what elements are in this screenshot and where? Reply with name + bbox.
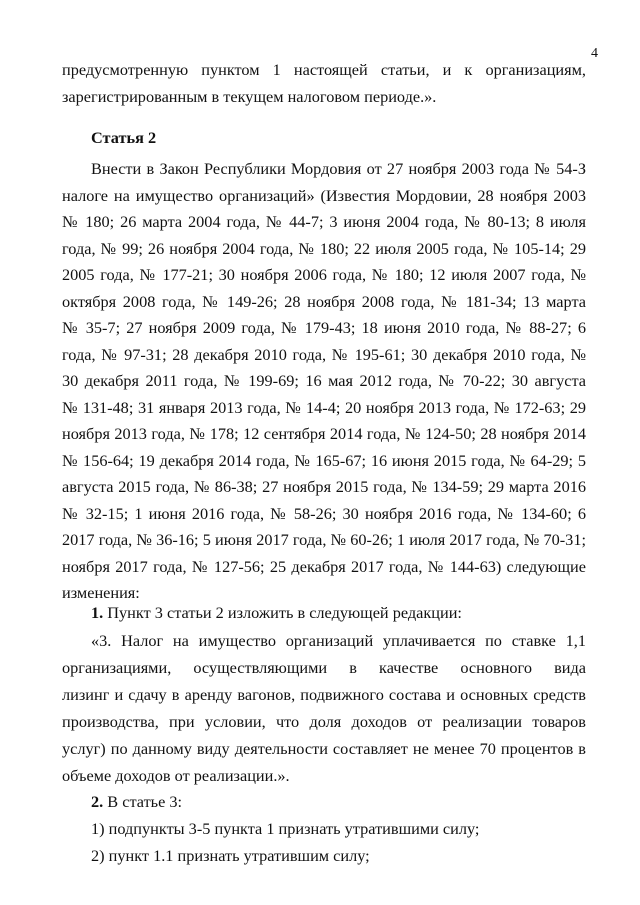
item2-heading	[91, 792, 182, 812]
intro-line-2: зарегистрированным в текущем налоговом периоде.».	[62, 87, 437, 106]
item2-sub-line: 2) пункт 1.1 признать утратившим силу;	[91, 846, 370, 865]
item1-heading	[91, 603, 462, 623]
item2-title: В статье 3:	[103, 792, 183, 811]
item1-quote-line: организациями, осуществляющими в качестве основного вида	[62, 658, 586, 677]
article-body-line: № 156-64; 19 декабря 2014 года, № 165-67; 16 июня 2015 года, № 64-29; 5	[62, 450, 586, 470]
article-body-line: 2005 года, № 177-21; 30 ноября 2006 года, № 180; 12 июля 2007 года, №	[62, 265, 586, 284]
item1-number: 1.	[91, 603, 104, 622]
intro-word: пунктом	[201, 60, 260, 79]
article-body-line: № 180; 26 марта 2004 года, № 44-7; 3 июня 2004 года, № 80-13; 8 июля	[62, 212, 586, 231]
intro-word: к	[464, 60, 473, 79]
intro-word: предусмотренную	[62, 60, 189, 79]
page-number: 4	[591, 46, 598, 61]
item1-quote-line: услуг) по данному виду деятельности составляет не менее 70 процентов в	[62, 739, 586, 758]
intro-word: настоящей	[293, 60, 368, 79]
article-body-line: ноября 2017 года, № 127-56; 25 декабря 2017 года, № 144-63) следующие	[62, 556, 586, 576]
article-body-line: налоге на имущество организаций» (Известия Мордовии, 28 ноября 2003	[62, 185, 586, 205]
article-body-line: года, № 97-31; 28 декабря 2010 года, № 195-61; 30 декабря 2010 года, №	[62, 344, 586, 364]
intro-word: и	[442, 60, 452, 79]
item1-quote-line: объеме доходов от реализации.».	[62, 766, 290, 785]
article-body-line: № 32-15; 1 июня 2016 года, № 58-26; 30 ноября 2016 года, № 134-60; 6	[62, 503, 586, 523]
item1-quote-line: лизинг и сдачу в аренду вагонов, подвижного состава и основных средств	[62, 685, 586, 704]
article-body-line: августа 2015 года, № 86-38; 27 ноября 2015 года, № 134-59; 29 марта 2016	[62, 477, 586, 496]
intro-word: организациям,	[485, 60, 586, 79]
article-body-line: октября 2008 года, № 149-26; 28 ноября 2008 года, № 181-34; 13 марта	[62, 291, 586, 311]
intro-line-1	[62, 60, 586, 80]
item1-quote-line: «3. Налог на имущество организаций уплачивается по ставке 1,1	[91, 631, 586, 650]
item2-sub-line: 1) подпункты 3-5 пункта 1 признать утратившими силу;	[91, 819, 480, 838]
article-body-line: изменения:	[62, 583, 140, 602]
article-body-line: № 35-7; 27 ноября 2009 года, № 179-43; 18 июня 2010 года, № 88-27; 6	[62, 318, 586, 337]
article-body-line: ноября 2013 года, № 178; 12 сентября 2014 года, № 124-50; 28 ноября 2014	[62, 424, 586, 443]
article-body-line: № 131-48; 31 января 2013 года, № 14-4; 20 ноября 2013 года, № 172-63; 29	[62, 397, 586, 417]
article-body-line: 2017 года, № 36-16; 5 июня 2017 года, № 60-26; 1 июля 2017 года, № 70-31;	[62, 530, 586, 549]
intro-word: статьи,	[380, 60, 430, 79]
item2-number: 2.	[91, 792, 104, 811]
article-body-line: Внести в Закон Республики Мордовия от 27 ноября 2003 года № 54-З	[91, 159, 586, 178]
item1-title: Пункт 3 статьи 2 изложить в следующей редакции:	[103, 603, 462, 622]
item1-quote-line: производства, при условии, что доля доходов от реализации товаров	[62, 712, 586, 731]
article-body-line: года, № 99; 26 ноября 2004 года, № 180; 22 июля 2005 года, № 105-14; 29	[62, 238, 586, 258]
article-body-line: 30 декабря 2011 года, № 199-69; 16 мая 2012 года, № 70-22; 30 августа	[62, 371, 586, 390]
article-heading: Статья 2	[91, 128, 157, 147]
intro-word: 1	[272, 60, 281, 79]
